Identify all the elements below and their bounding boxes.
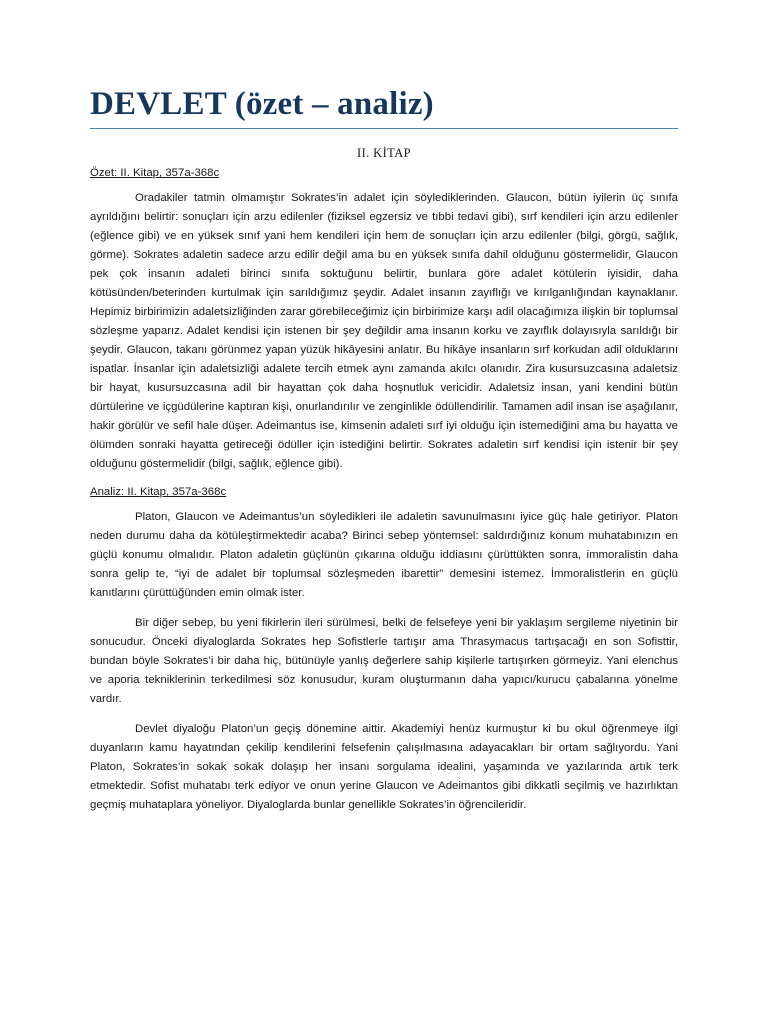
analysis-paragraph-2: Bir diğer sebep, bu yeni fikirlerin ileri sürülmesi, belki de felsefeye yeni bir yaklaşım sergileme niyetinin bir sonucudur. Önceki diyaloglarda Sokrates hep Sofistlerle tartışır ama Thrasymacus tartışacağı en son Sofisttir, bundan böyle Sokrates’i bir daha hiç, bütünüyle yanlış değerlere sahip kişilerle tartışırken görmeyiz. Yani elenchus ve aporia tekniklerinin terkedilmesi söz konusudur, kuram oluşturmanın daha yapıcı/kurucu çabalarına yönelme vardır.	[90, 617, 678, 705]
summary-paragraph: Oradakiler tatmin olmamıştır Sokrates’in adalet için söylediklerinden. Glaucon, bütün iyilerin üç sınıfa ayrıldığını belirtir: sonuçları için arzu edilenler (fiziksel egzersiz ve tıbbi tedavi gibi), sırf kendileri için arzu edilenler (eğlence gibi) ve en yüksek sınıf yani hem kendileri için hem de sonuçları için arzu edilenler (bilgi, görgü, sağlık, görme). Sokrates adaletin sadece arzu edilir değil ama bu en yüksek sınıfa dahil olduğunu göstermelidir, Glaucon pek çok insanın adaleti birinci sınıfa soktuğunu belirtir, bunlara göre adalet kötülerin iyisidir, daha kötüsünden/beterinden kurtulmak için sarıldığımız şeydir. Adalet insanın zayıflığı ve kırılganlığından kaynaklanır. Hepimiz birbirimizin adaletsizliğinden zarar görebileceğimiz için birbirimize karşı adil olacağımıza ilişkin bir toplumsal sözleşme yaparız. Adalet kendisi için istenen bir şey değildir ama insanın korku ve zayıflık dolayısıyla sarıldığı bir şeydir. Glaucon, takanı görünmez yapan yüzük hikâyesini anlatır. Bu hikâye insanların sırf korkudan adil olduklarını ispatlar. İnsanlar için adaletsizliği adalete tercih etmek aynı zamanda akılcı olanıdır. Zira kusursuzcasına adaletsiz bir hayat, kusursuzcasına adil bir hayattan çok daha hoşnutluk vericidir. Adaletsiz insan, yani kendini bütün dürtülerine ve içgüdülerine kaptıran kişi, onurlandırılır ve zenginlikle ödüllendirilir. Tamamen adil insan ise aşağılanır, hakir görülür ve sefil hale düşer. Adeimantus ise, kimsenin adaleti sırf iyi olduğu için istemediğini ama bu hayatta ve ölümden sonraki hayatta getireceği ödüller için istediğini belirtir. Sokrates adaletin sırf kendisi için istenir bir şey olduğunu göstermelidir (bilgi, sağlık, eğlence gibi).	[90, 192, 678, 470]
chapter-heading: II. KİTAP	[357, 146, 411, 160]
summary-heading: Özet: II. Kitap, 357a-368c	[90, 167, 220, 179]
analysis-heading: Analiz: II. Kitap, 357a-368c	[90, 486, 227, 498]
analysis-paragraph-1: Platon, Glaucon ve Adeimantus’un söyledikleri ile adaletin savunulmasını iyice güç hale getiriyor. Platon neden durumu daha da kötüleştirmektedir acaba? Birinci sebep yöntemsel: saldırdığınız konum muhatabınızın en güçlü konumu olmalıdır. Platon adaletin güçlünün çıkarına olduğu iddiasını çürüttükten sonra, immoralistin daha sonra gelip te, “iyi de adalet bir toplumsal sözleşmeden ibarettir” demesini istemez. İmmoralistlerin en güçlü kanıtlarını çürüttüğünden emin olmak ister.	[90, 511, 678, 599]
analysis-paragraph-3: Devlet diyaloğu Platon’un geçiş dönemine aittir. Akademiyi henüz kurmuştur ki bu okul öğrenmeye ilgi duyanların kamu hayatından çekilip kendilerini felsefenin çalışılmasına adayacakları bir ortam sağlıyordu. Yani Platon, Sokrates’in sokak sokak dolaşıp her insanı sorgulama idealini, yaşamında ve yazılarında artık terk etmektedir. Sofist muhatabı terk ediyor ve onun yerine Glaucon ve Adeimantos gibi dikkatli seçilmiş ve hazırlıktan geçmiş muhataplara yöneliyor. Diyaloglarda bunlar genellikle Sokrates’in öğrencileridir.	[90, 723, 678, 811]
document-title: DEVLET (özet – analiz)	[90, 84, 678, 129]
